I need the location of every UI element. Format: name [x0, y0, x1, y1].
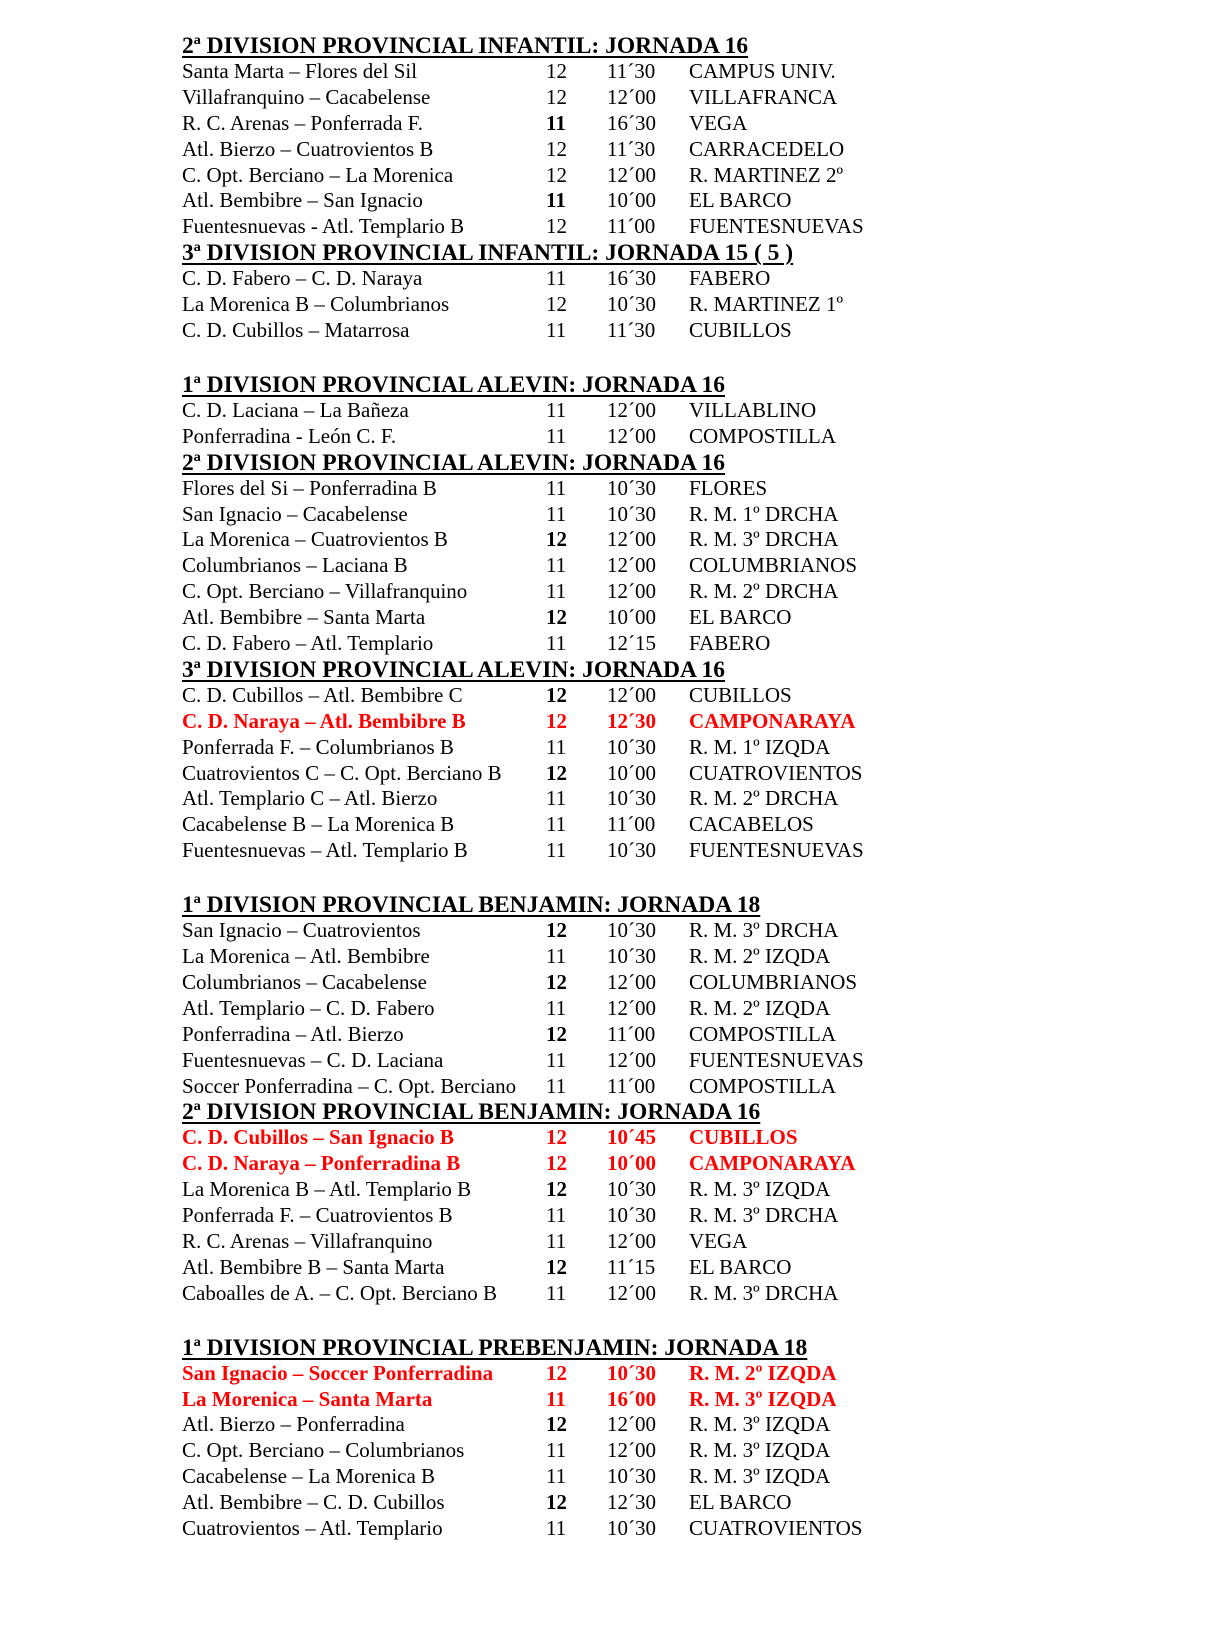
match-teams: C. D. Naraya – Ponferradina B: [182, 1151, 461, 1176]
match-time: 11´30: [607, 59, 656, 83]
match-time: 12´00: [607, 1280, 656, 1305]
match-time: 16´30: [607, 266, 656, 291]
match-time: 12´00: [607, 423, 656, 448]
match-venue: R. M. 3º DRCHA: [689, 527, 839, 552]
section-heading: 3ª DIVISION PROVINCIAL INFANTIL: JORNADA 15 ( 5 ): [182, 240, 794, 267]
match-day: 11: [546, 266, 567, 291]
match-day: 11: [546, 1438, 567, 1463]
match-venue: R. M. 3º IZQDA: [689, 1412, 831, 1437]
fixture-row: [182, 944, 942, 970]
match-time: 12´15: [607, 631, 656, 656]
match-teams: R. C. Arenas – Villafranquino: [182, 1228, 433, 1253]
match-venue: EL BARCO: [689, 1490, 792, 1515]
match-time: 10´00: [607, 605, 656, 630]
match-day: 11: [546, 995, 567, 1020]
match-day: 12: [546, 162, 567, 187]
match-time: 11´00: [607, 1073, 656, 1098]
match-venue: VEGA: [689, 1228, 748, 1253]
fixture-row: [182, 1387, 942, 1413]
match-day: 12: [546, 1412, 567, 1437]
fixture-row: [182, 1074, 942, 1100]
match-day: 12: [546, 1490, 567, 1515]
match-time: 11´00: [607, 1021, 656, 1046]
match-time: 11´00: [607, 214, 656, 239]
fixture-row: [182, 111, 942, 137]
match-teams: Atl. Bembibre – C. D. Cubillos: [182, 1490, 445, 1515]
match-time: 10´30: [607, 1360, 656, 1385]
match-day: 11: [546, 318, 567, 343]
match-teams: Cacabelense B – La Morenica B: [182, 812, 455, 837]
fixture-row: [182, 996, 942, 1022]
fixture-row: [182, 424, 942, 450]
match-time: 12´30: [607, 1490, 656, 1515]
match-teams: C. D. Cubillos – Atl. Bembibre C: [182, 682, 463, 707]
fixture-section: [182, 892, 942, 1099]
fixture-row: [182, 1229, 942, 1255]
match-time: 10´30: [607, 1177, 656, 1202]
match-day: 12: [546, 292, 567, 317]
fixture-row: [182, 605, 942, 631]
match-day: 11: [546, 397, 567, 422]
match-time: 10´30: [607, 1515, 656, 1540]
match-teams: Soccer Ponferradina – C. Opt. Berciano: [182, 1073, 517, 1098]
match-teams: C. D. Cubillos – Matarrosa: [182, 318, 410, 343]
match-time: 10´00: [607, 760, 656, 785]
match-day: 11: [546, 579, 567, 604]
match-time: 10´30: [607, 292, 656, 317]
match-venue: VEGA: [689, 110, 748, 135]
match-teams: Ponferradina - León C. F.: [182, 423, 397, 448]
match-venue: CAMPUS UNIV.: [689, 59, 836, 83]
match-day: 11: [546, 1228, 567, 1253]
match-time: 10´30: [607, 786, 656, 811]
match-day: 12: [546, 1177, 567, 1202]
fixture-section: [182, 657, 942, 864]
match-teams: La Morenica – Atl. Bembibre: [182, 944, 430, 969]
match-day: 11: [546, 110, 566, 135]
match-venue: EL BARCO: [689, 1254, 792, 1279]
section-heading: 2ª DIVISION PROVINCIAL INFANTIL: JORNADA 16: [182, 33, 749, 59]
fixture-row: [182, 214, 942, 240]
match-teams: San Ignacio – Cacabelense: [182, 501, 408, 526]
match-teams: La Morenica – Cuatrovientos B: [182, 527, 448, 552]
match-teams: Atl. Bembibre – San Ignacio: [182, 188, 423, 213]
match-teams: Cuatrovientos C – C. Opt. Berciano B: [182, 760, 502, 785]
fixture-row: [182, 683, 942, 709]
fixture-row: [182, 1022, 942, 1048]
match-time: 11´00: [607, 812, 656, 837]
match-teams: Atl. Bierzo – Ponferradina: [182, 1412, 405, 1437]
match-venue: CARRACEDELO: [689, 136, 845, 161]
match-day: 11: [546, 553, 567, 578]
match-day: 11: [546, 1386, 566, 1411]
fixtures-document: [182, 33, 942, 1542]
fixture-row: [182, 631, 942, 657]
match-venue: R. M. 2º IZQDA: [689, 1360, 837, 1385]
match-venue: VILLAFRANCA: [689, 84, 838, 109]
match-teams: Atl. Templario C – Atl. Bierzo: [182, 786, 438, 811]
match-teams: San Ignacio – Soccer Ponferradina: [182, 1360, 494, 1385]
match-venue: EL BARCO: [689, 188, 792, 213]
match-venue: COMPOSTILLA: [689, 1021, 837, 1046]
match-venue: FUENTESNUEVAS: [689, 1047, 864, 1072]
match-venue: COLUMBRIANOS: [689, 969, 858, 994]
fixture-row: [182, 1412, 942, 1438]
match-day: 11: [546, 1073, 567, 1098]
match-teams: Atl. Templario – C. D. Fabero: [182, 995, 435, 1020]
match-time: 12´00: [607, 682, 656, 707]
match-teams: La Morenica B – Columbrianos: [182, 292, 450, 317]
fixture-row: [182, 1516, 942, 1542]
fixture-row: [182, 476, 942, 502]
match-venue: CUBILLOS: [689, 318, 792, 343]
fixture-row: [182, 1281, 942, 1307]
match-time: 12´00: [607, 579, 656, 604]
match-day: 12: [546, 605, 567, 630]
match-day: 12: [546, 84, 567, 109]
fixture-row: [182, 838, 942, 864]
match-day: 11: [546, 734, 567, 759]
fixture-row: [182, 318, 942, 344]
fixture-row: [182, 266, 942, 292]
section-heading: 1ª DIVISION PROVINCIAL ALEVIN: JORNADA 16: [182, 371, 726, 398]
match-venue: R. M. 2º DRCHA: [689, 579, 839, 604]
match-venue: R. MARTINEZ 2º: [689, 162, 843, 187]
match-venue: CACABELOS: [689, 812, 814, 837]
fixture-row: [182, 1490, 942, 1516]
match-time: 16´00: [607, 1386, 656, 1411]
match-time: 10´30: [607, 838, 656, 863]
match-time: 10´30: [607, 734, 656, 759]
fixture-row: [182, 163, 942, 189]
fixture-row: [182, 137, 942, 163]
match-day: 11: [546, 786, 567, 811]
match-venue: CAMPONARAYA: [689, 1151, 856, 1176]
match-teams: Ponferradina – Atl. Bierzo: [182, 1021, 404, 1046]
match-teams: Santa Marta – Flores del Sil: [182, 59, 418, 83]
section-heading: 1ª DIVISION PROVINCIAL PREBENJAMIN: JORNADA 18: [182, 1334, 808, 1361]
match-teams: La Morenica B – Atl. Templario B: [182, 1177, 472, 1202]
match-time: 16´30: [607, 110, 656, 135]
match-time: 12´00: [607, 995, 656, 1020]
match-teams: Columbrianos – Cacabelense: [182, 969, 427, 994]
match-teams: C. D. Fabero – Atl. Templario: [182, 631, 434, 656]
fixture-row: [182, 1438, 942, 1464]
match-venue: FLORES: [689, 475, 768, 500]
fixture-section: [182, 33, 942, 240]
fixture-row: [182, 553, 942, 579]
match-venue: FUENTESNUEVAS: [689, 214, 864, 239]
fixture-row: [182, 527, 942, 553]
match-time: 12´00: [607, 1412, 656, 1437]
fixture-row: [182, 812, 942, 838]
match-venue: FABERO: [689, 631, 771, 656]
match-time: 12´00: [607, 1047, 656, 1072]
match-venue: R. M. 3º IZQDA: [689, 1386, 837, 1411]
fixture-section: [182, 1099, 942, 1306]
match-day: 12: [546, 59, 567, 83]
match-teams: C. Opt. Berciano – Columbrianos: [182, 1438, 465, 1463]
match-time: 12´00: [607, 162, 656, 187]
match-venue: EL BARCO: [689, 605, 792, 630]
match-time: 10´45: [607, 1125, 656, 1150]
match-day: 12: [546, 969, 567, 994]
match-time: 11´30: [607, 136, 656, 161]
match-teams: Villafranquino – Cacabelense: [182, 84, 431, 109]
match-teams: San Ignacio – Cuatrovientos: [182, 918, 421, 943]
match-teams: C. D. Laciana – La Bañeza: [182, 397, 409, 422]
match-venue: CAMPONARAYA: [689, 708, 856, 733]
match-time: 11´30: [607, 318, 656, 343]
fixture-row: [182, 709, 942, 735]
match-venue: FABERO: [689, 266, 771, 291]
section-heading: 1ª DIVISION PROVINCIAL BENJAMIN: JORNADA 18: [182, 892, 761, 919]
match-teams: Atl. Bierzo – Cuatrovientos B: [182, 136, 434, 161]
match-teams: Cuatrovientos – Atl. Templario: [182, 1515, 443, 1540]
match-day: 12: [546, 1021, 567, 1046]
match-teams: Columbrianos – Laciana B: [182, 553, 408, 578]
fixture-row: [182, 579, 942, 605]
match-venue: R. M. 3º IZQDA: [689, 1177, 831, 1202]
match-time: 10´30: [607, 944, 656, 969]
fixture-section: [182, 1335, 942, 1542]
match-venue: R. M. 3º IZQDA: [689, 1464, 831, 1489]
match-day: 11: [546, 188, 566, 213]
match-venue: COLUMBRIANOS: [689, 553, 858, 578]
fixture-row: [182, 1177, 942, 1203]
match-venue: COMPOSTILLA: [689, 1073, 837, 1098]
match-venue: R. M. 3º DRCHA: [689, 918, 839, 943]
match-venue: COMPOSTILLA: [689, 423, 837, 448]
fixture-row: [182, 1203, 942, 1229]
match-day: 11: [546, 1047, 567, 1072]
match-day: 12: [546, 760, 567, 785]
match-teams: C. Opt. Berciano – Villafranquino: [182, 579, 468, 604]
fixture-row: [182, 85, 942, 111]
match-teams: C. D. Cubillos – San Ignacio B: [182, 1125, 454, 1150]
match-day: 11: [546, 475, 567, 500]
fixture-row: [182, 1361, 942, 1387]
match-day: 11: [546, 1280, 567, 1305]
match-teams: Cacabelense – La Morenica B: [182, 1464, 436, 1489]
fixture-row: [182, 398, 942, 424]
fixture-section: [182, 372, 942, 450]
match-venue: CUBILLOS: [689, 1125, 798, 1150]
section-heading: 2ª DIVISION PROVINCIAL ALEVIN: JORNADA 16: [182, 449, 726, 476]
match-teams: Atl. Bembibre B – Santa Marta: [182, 1254, 445, 1279]
match-teams: Ponferrada F. – Cuatrovientos B: [182, 1203, 453, 1228]
fixture-row: [182, 761, 942, 787]
match-time: 12´00: [607, 1228, 656, 1253]
match-day: 12: [546, 1151, 567, 1176]
match-venue: VILLABLINO: [689, 397, 817, 422]
match-day: 11: [546, 423, 567, 448]
match-venue: CUBILLOS: [689, 682, 792, 707]
match-day: 12: [546, 527, 567, 552]
fixture-row: [182, 502, 942, 528]
match-time: 10´30: [607, 1464, 656, 1489]
match-day: 11: [546, 631, 567, 656]
match-venue: R. M. 3º DRCHA: [689, 1203, 839, 1228]
match-teams: Fuentesnuevas – Atl. Templario B: [182, 838, 468, 863]
match-venue: CUATROVIENTOS: [689, 1515, 863, 1540]
match-day: 11: [546, 812, 567, 837]
fixture-row: [182, 1151, 942, 1177]
match-venue: R. M. 1º DRCHA: [689, 501, 839, 526]
match-day: 11: [546, 501, 567, 526]
match-venue: R. M. 2º IZQDA: [689, 995, 831, 1020]
match-day: 12: [546, 1254, 567, 1279]
match-day: 12: [546, 918, 567, 943]
match-teams: La Morenica – Santa Marta: [182, 1386, 433, 1411]
match-venue: R. M. 2º DRCHA: [689, 786, 839, 811]
section-heading: 2ª DIVISION PROVINCIAL BENJAMIN: JORNADA 16: [182, 1099, 761, 1126]
match-day: 11: [546, 838, 567, 863]
match-time: 10´30: [607, 501, 656, 526]
match-time: 12´30: [607, 708, 656, 733]
match-venue: R. M. 3º DRCHA: [689, 1280, 839, 1305]
match-day: 12: [546, 214, 567, 239]
fixture-row: [182, 786, 942, 812]
match-venue: R. M. 2º IZQDA: [689, 944, 831, 969]
match-teams: Caboalles de A. – C. Opt. Berciano B: [182, 1280, 497, 1305]
fixture-row: [182, 1255, 942, 1281]
fixture-row: [182, 1464, 942, 1490]
match-time: 10´30: [607, 475, 656, 500]
match-day: 11: [546, 1464, 567, 1489]
match-day: 12: [546, 682, 567, 707]
fixture-row: [182, 59, 942, 85]
match-venue: R. M. 3º IZQDA: [689, 1438, 831, 1463]
match-teams: Atl. Bembibre – Santa Marta: [182, 605, 426, 630]
fixture-row: [182, 188, 942, 214]
match-time: 10´00: [607, 1151, 656, 1176]
match-day: 11: [546, 1203, 567, 1228]
match-time: 10´30: [607, 1203, 656, 1228]
match-time: 12´00: [607, 1438, 656, 1463]
match-day: 12: [546, 1125, 567, 1150]
fixture-row: [182, 292, 942, 318]
match-teams: Fuentesnuevas - Atl. Templario B: [182, 214, 465, 239]
fixture-row: [182, 1048, 942, 1074]
match-day: 11: [546, 944, 567, 969]
match-teams: C. D. Fabero – C. D. Naraya: [182, 266, 423, 291]
fixture-row: [182, 1125, 942, 1151]
match-time: 10´30: [607, 918, 656, 943]
match-time: 11´15: [607, 1254, 656, 1279]
match-time: 12´00: [607, 84, 656, 109]
fixture-row: [182, 735, 942, 761]
fixture-section: [182, 450, 942, 657]
match-venue: R. M. 1º IZQDA: [689, 734, 831, 759]
match-venue: R. MARTINEZ 1º: [689, 292, 843, 317]
match-teams: Ponferrada F. – Columbrianos B: [182, 734, 454, 759]
match-time: 12´00: [607, 553, 656, 578]
match-teams: Flores del Si – Ponferradina B: [182, 475, 437, 500]
match-venue: CUATROVIENTOS: [689, 760, 863, 785]
match-day: 11: [546, 1515, 567, 1540]
match-day: 12: [546, 1360, 567, 1385]
match-time: 12´00: [607, 527, 656, 552]
match-time: 10´00: [607, 188, 656, 213]
match-teams: R. C. Arenas – Ponferrada F.: [182, 110, 423, 135]
match-teams: C. Opt. Berciano – La Morenica: [182, 162, 454, 187]
match-teams: C. D. Naraya – Atl. Bembibre B: [182, 708, 466, 733]
match-day: 12: [546, 136, 567, 161]
match-teams: Fuentesnuevas – C. D. Laciana: [182, 1047, 444, 1072]
match-venue: FUENTESNUEVAS: [689, 838, 864, 863]
match-day: 12: [546, 708, 567, 733]
fixture-row: [182, 918, 942, 944]
fixture-section: [182, 240, 942, 344]
match-time: 12´00: [607, 397, 656, 422]
match-time: 12´00: [607, 969, 656, 994]
section-heading: 3ª DIVISION PROVINCIAL ALEVIN: JORNADA 16: [182, 656, 726, 683]
fixture-row: [182, 970, 942, 996]
